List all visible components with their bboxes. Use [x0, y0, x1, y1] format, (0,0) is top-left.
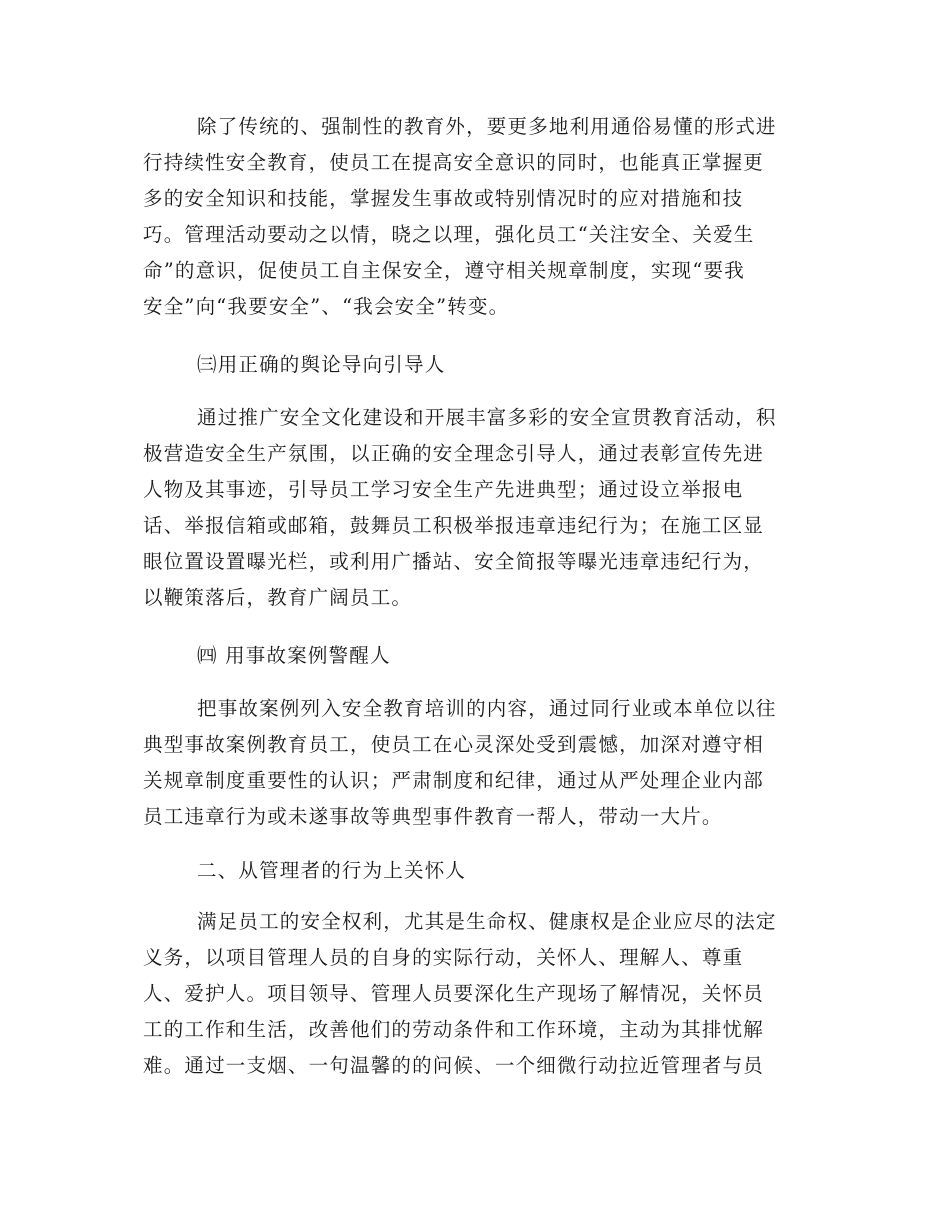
- text-line: 通过推广安全文化建设和开展丰富多彩的安全宣贯教育活动，积: [197, 406, 777, 429]
- text-line: 极营造安全生产氛围，以正确的安全理念引导人，通过表彰宣传先进: [143, 442, 765, 465]
- text-line: 安全”向“我要安全”、“我会安全”转变。: [143, 295, 510, 318]
- text-line: 工的工作和生活，改善他们的劳动条件和工作环境，主动为其排忧解: [143, 1018, 765, 1041]
- text-line: 行持续性安全教育，使员工在提高安全意识的同时，也能真正掌握更: [143, 151, 765, 174]
- text-line: 员工违章行为或未遂事故等典型事件教育一帮人，带动一大片。: [143, 805, 723, 828]
- text-line: 人、爱护人。项目领导、管理人员要深化生产现场了解情况，关怀员: [143, 982, 765, 1005]
- section-heading-2: 二、从管理者的行为上关怀人: [197, 859, 467, 882]
- text-line: 除了传统的、强制性的教育外，要更多地利用通俗易懂的形式进: [197, 115, 777, 138]
- text-line: 典型事故案例教育员工，使员工在心灵深处受到震憾，加深对遵守相: [143, 733, 765, 756]
- text-line: 难。通过一支烟、一句温馨的的问候、一个细微行动拉近管理者与员: [143, 1054, 765, 1077]
- text-line: 把事故案例列入安全教育培训的内容，通过同行业或本单位以往: [197, 697, 777, 720]
- section-heading-3: ㈢用正确的舆论导向引导人: [197, 353, 446, 376]
- text-line: 关规章制度重要性的认识；严肃制度和纪律，通过从严处理企业内部: [143, 769, 765, 792]
- text-line: 话、举报信箱或邮箱，鼓舞员工积极举报违章违纪行为；在施工区显: [143, 514, 765, 537]
- text-line: 眼位置设置曝光栏，或利用广播站、安全简报等曝光违章违纪行为，: [143, 550, 765, 573]
- section-heading-4: ㈣ 用事故案例警醒人: [197, 644, 391, 667]
- text-line: 满足员工的安全权利，尤其是生命权、健康权是企业应尽的法定: [197, 910, 777, 933]
- text-line: 多的安全知识和技能，掌握发生事故或特别情况时的应对措施和技: [143, 187, 744, 210]
- text-line: 巧。管理活动要动之以情，晓之以理，强化员工“关注安全、关爱生: [143, 223, 755, 246]
- text-line: 义务，以项目管理人员的自身的实际行动，关怀人、理解人、尊重: [143, 946, 744, 969]
- text-line: 人物及其事迹，引导员工学习安全生产先进典型；通过设立举报电: [143, 478, 744, 501]
- text-line: 以鞭策落后，教育广阔员工。: [143, 586, 413, 609]
- text-line: 命”的意识，促使员工自主保安全，遵守相关规章制度，实现“要我: [143, 259, 745, 282]
